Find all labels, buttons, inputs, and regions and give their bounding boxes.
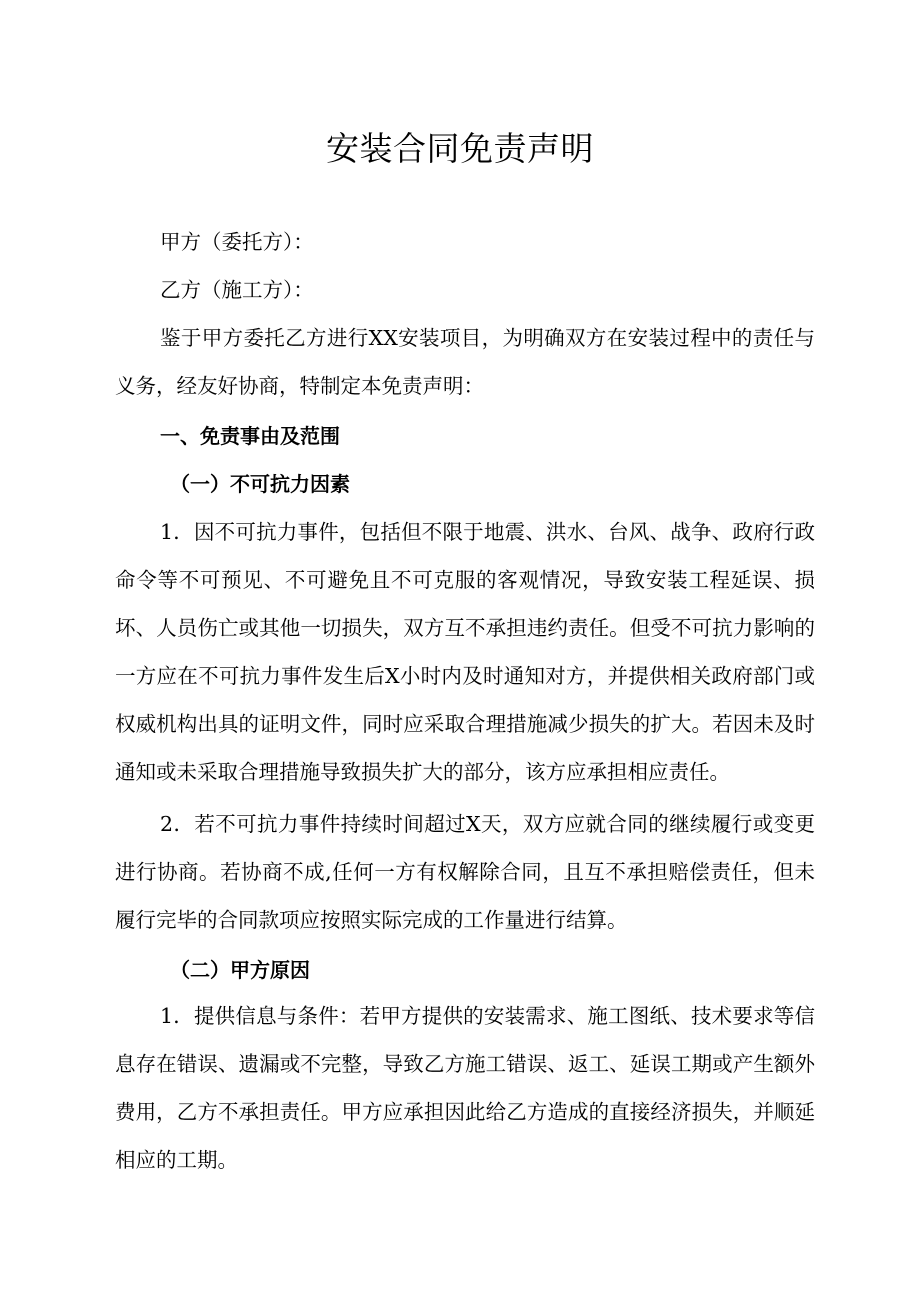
subsection-heading: （二）甲方原因 (170, 958, 310, 982)
clause-paragraph: 1．提供信息与条件：若甲方提供的安装需求、施工图纸、技术要求等信息存在错误、遗漏或不完整，导致乙方施工错误、返工、延误工期或产生额外费用，乙方不承担责任。甲方应承担因此给乙方造成的直接经济损失，并顺延相应的工期。 (115, 1004, 815, 1172)
intro-paragraph: 鉴于甲方委托乙方进行XX安装项目，为明确双方在安装过程中的责任与义务，经友好协商，特制定本免责声明： (115, 326, 815, 398)
clause-paragraph: 2．若不可抗力事件持续时间超过X天，双方应就合同的继续履行或变更进行协商。若协商不成,任何一方有权解除合同，且互不承担赔偿责任，但未履行完毕的合同款项应按照实际完成的工作量进行结算。 (115, 812, 815, 932)
section-heading: 一、免责事由及范围 (160, 424, 340, 448)
clause-paragraph: 1．因不可抗力事件，包括但不限于地震、洪水、台风、战争、政府行政命令等不可预见、不可避免且不可克服的客观情况，导致安装工程延误、损坏、人员伤亡或其他一切损失，双方互不承担违约责任。但受不可抗力影响的一方应在不可抗力事件发生后X小时内及时通知对方，并提供相关政府部门或权威机构出具的证明文件，同时应采取合理措施减少损失的扩大。若因未及时通知或未采取合理措施导致损失扩大的部分，该方应承担相应责任。 (115, 520, 815, 784)
party-a-line: 甲方（委托方）： (160, 230, 314, 254)
party-b-line: 乙方（施工方）： (160, 278, 314, 302)
subsection-heading: （一）不可抗力因素 (170, 472, 350, 496)
document-title: 安装合同免责声明 (326, 129, 594, 168)
